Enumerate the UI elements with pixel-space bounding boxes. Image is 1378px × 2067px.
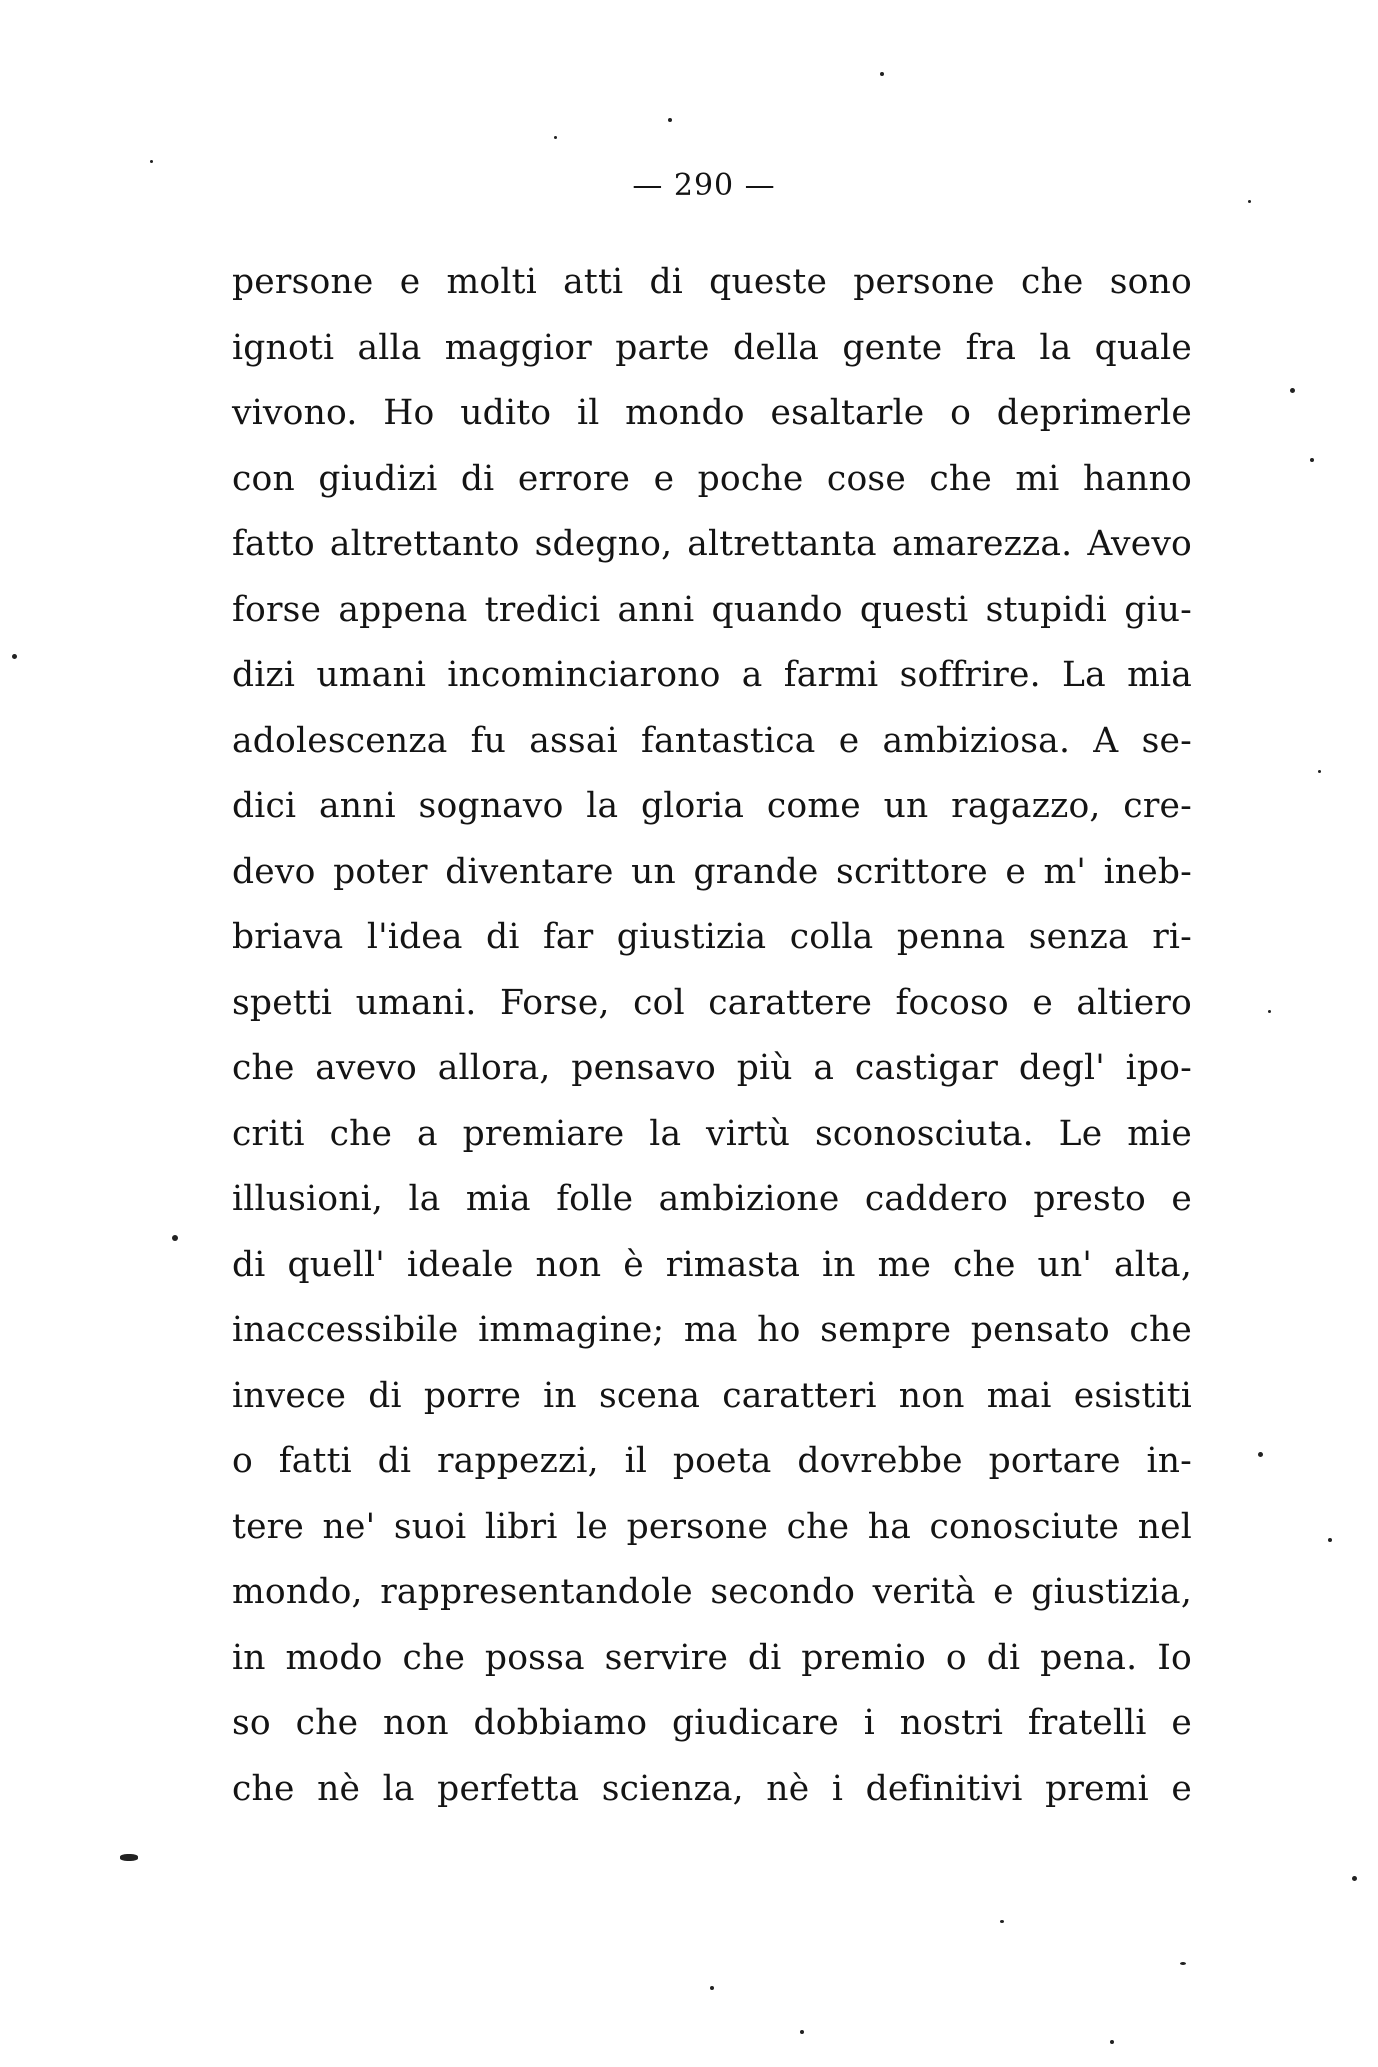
- scan-speck: [1310, 458, 1314, 462]
- scan-speck: [172, 1235, 178, 1241]
- scan-speck: [1268, 1010, 1271, 1013]
- text-line: o fatti di rappezzi, il poeta dovrebbe portare in-: [232, 1441, 1192, 1481]
- text-line: inaccessibile immagine; ma ho sempre pensato che: [232, 1310, 1192, 1350]
- text-line: criti che a premiare la virtù sconosciuta. Le mie: [232, 1113, 1192, 1154]
- scan-speck: [554, 136, 557, 139]
- text-line: fatto altrettanto sdegno, altrettanta amarezza. Avevo: [232, 524, 1192, 564]
- text-line: mondo, rappresentandole secondo verità e giustizia,: [232, 1572, 1192, 1612]
- text-line: ignoti alla maggior parte della gente fra la quale: [232, 327, 1192, 368]
- text-line: briava l'idea di far giustizia colla penna senza ri-: [232, 917, 1192, 957]
- scan-speck: [1000, 1920, 1004, 1923]
- scan-speck: [880, 72, 884, 76]
- text-line: che nè la perfetta scienza, nè i definitivi premi e: [232, 1768, 1192, 1809]
- text-line: illusioni, la mia folle ambizione caddero presto e: [232, 1179, 1192, 1219]
- text-line: persone e molti atti di queste persone che sono: [232, 262, 1192, 302]
- scan-speck: [1180, 1962, 1186, 1965]
- scan-speck: [1290, 388, 1295, 393]
- text-line: forse appena tredici anni quando questi stupidi giu-: [232, 589, 1192, 630]
- text-line: devo poter diventare un grande scrittore e m' ineb-: [232, 851, 1192, 892]
- text-line: tere ne' suoi libri le persone che ha conosciute nel: [232, 1506, 1192, 1547]
- text-line: dizi umani incominciarono a farmi soffrire. La mia: [232, 655, 1192, 695]
- page-number: — 290 —: [632, 168, 776, 203]
- text-line: vivono. Ho udito il mondo esaltarle o deprimerle: [232, 393, 1192, 433]
- scan-speck: [1328, 1538, 1332, 1542]
- scan-speck: [1318, 770, 1321, 773]
- text-line: invece di porre in scena caratteri non mai esistiti: [232, 1375, 1192, 1416]
- scan-speck: [1110, 2040, 1114, 2044]
- scan-speck: [668, 118, 672, 122]
- text-line: in modo che possa servire di premio o di pena. Io: [232, 1637, 1192, 1678]
- scan-speck: [12, 654, 17, 659]
- scan-speck: [1352, 1876, 1357, 1881]
- text-line: spetti umani. Forse, col carattere focoso e altiero: [232, 982, 1192, 1023]
- scan-speck: [150, 160, 153, 163]
- scan-speck: [1258, 1452, 1263, 1457]
- body-text: [232, 250, 1192, 1822]
- scan-speck: [120, 1854, 138, 1861]
- text-line: dici anni sognavo la gloria come un ragazzo, cre-: [232, 786, 1192, 826]
- text-line: con giudizi di errore e poche cose che mi hanno: [232, 458, 1192, 499]
- text-line: adolescenza fu assai fantastica e ambiziosa. A se-: [232, 720, 1192, 761]
- scan-speck: [800, 2030, 804, 2034]
- text-line: che avevo allora, pensavo più a castigar degl' ipo-: [232, 1048, 1192, 1088]
- text-line: di quell' ideale non è rimasta in me che un' alta,: [232, 1244, 1192, 1285]
- scan-speck: [710, 1986, 714, 1990]
- scan-speck: [1248, 200, 1251, 203]
- text-line: so che non dobbiamo giudicare i nostri fratelli e: [232, 1703, 1192, 1743]
